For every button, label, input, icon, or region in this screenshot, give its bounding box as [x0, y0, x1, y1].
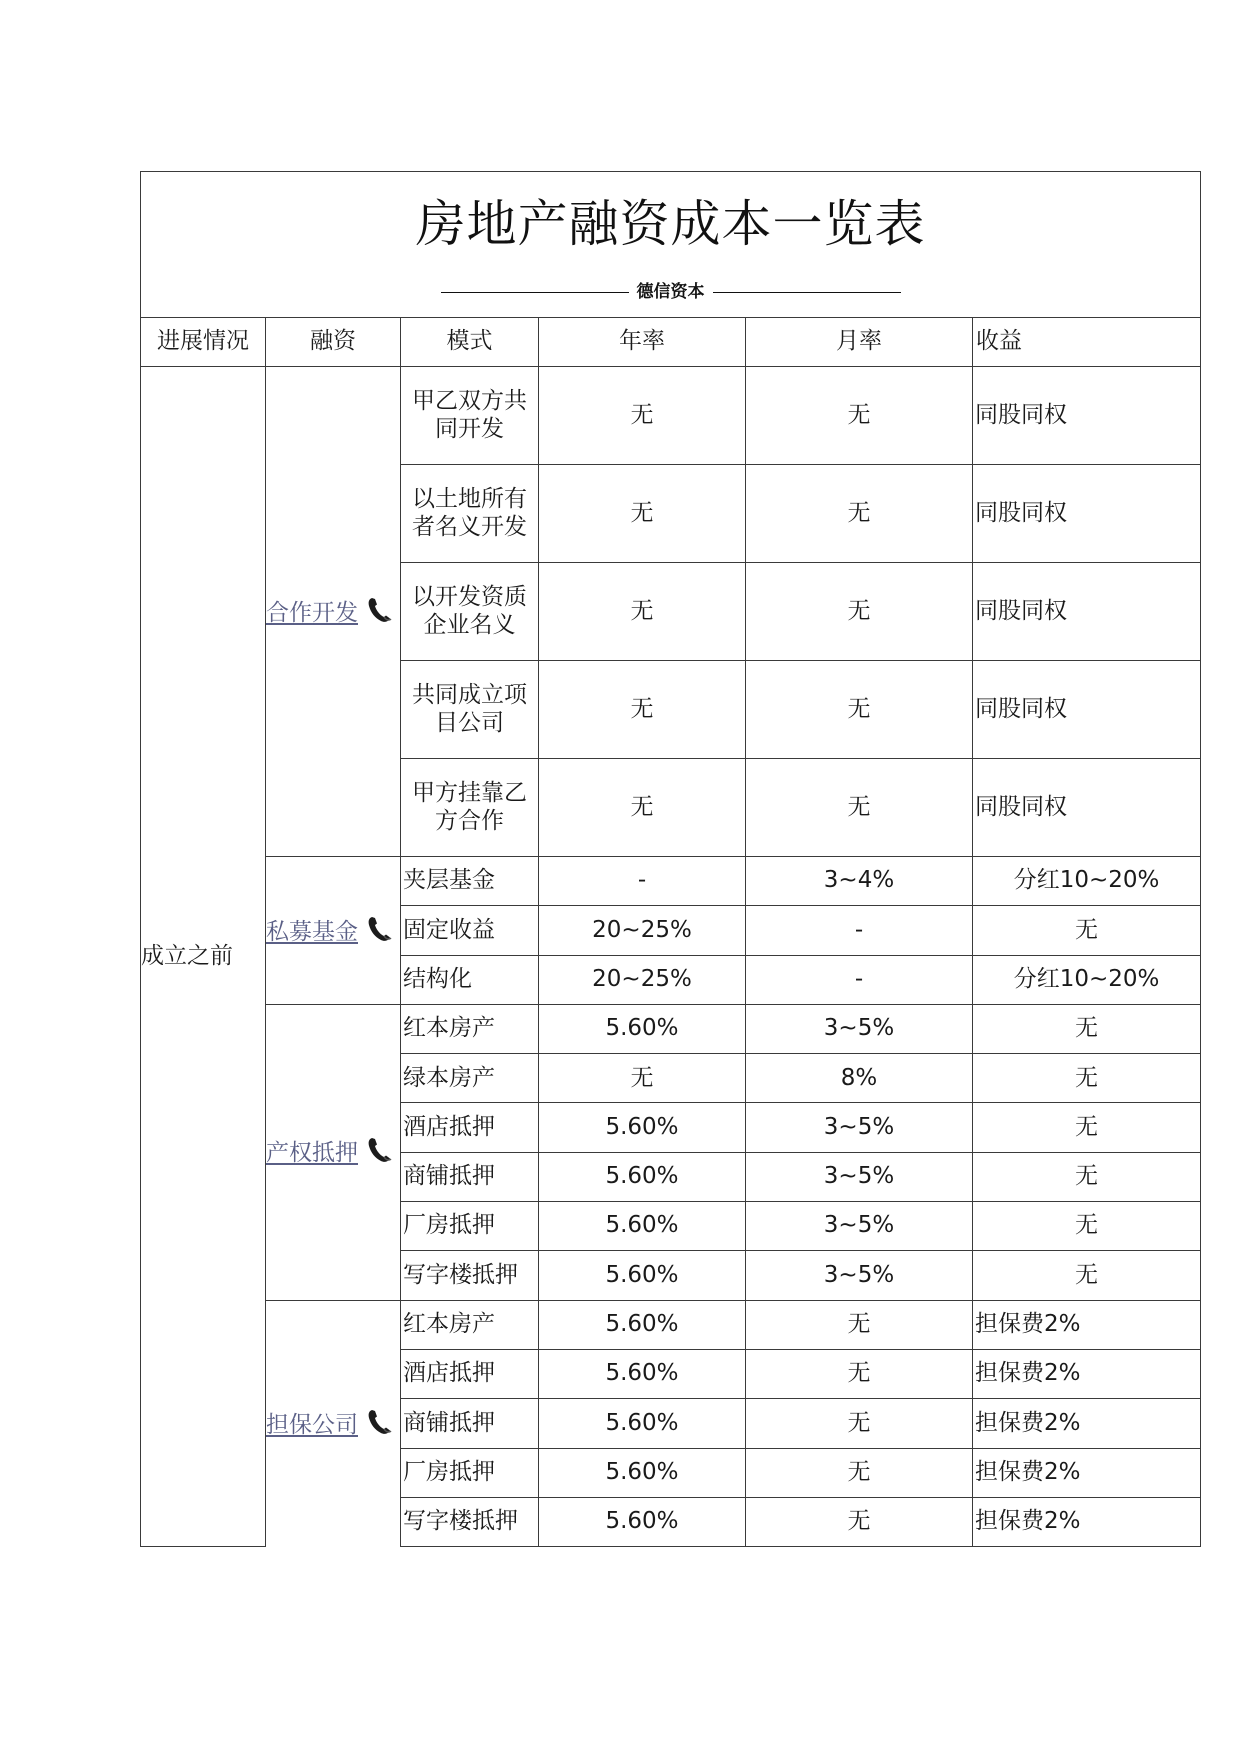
annual-rate-cell: 20~25% [539, 906, 746, 955]
financing-group-link[interactable]: 担保公司 [266, 1411, 358, 1438]
monthly-rate-cell: 无 [746, 1349, 973, 1398]
monthly-rate-cell: 3~4% [746, 857, 973, 906]
return-cell: 担保费2% [973, 1448, 1201, 1497]
annual-rate-cell: 5.60% [539, 1300, 746, 1349]
financing-group-link[interactable]: 产权抵押 [266, 1140, 358, 1167]
monthly-rate-cell: 无 [746, 1497, 973, 1546]
phone-icon [366, 915, 392, 943]
annual-rate-cell: 5.60% [539, 1004, 746, 1053]
return-cell: 担保费2% [973, 1399, 1201, 1448]
monthly-rate-cell: - [746, 955, 973, 1004]
divider-left [441, 292, 629, 293]
mode-line: 企业名义 [423, 611, 516, 638]
mode-line: 目公司 [435, 709, 504, 736]
mode-cell: 商铺抵押 [401, 1152, 539, 1201]
return-cell: 分红10~20% [973, 857, 1201, 906]
return-cell: 无 [973, 1202, 1201, 1251]
mode-cell: 厂房抵押 [401, 1448, 539, 1497]
mode-cell [401, 367, 539, 465]
financing-group-link[interactable]: 私募基金 [266, 918, 358, 945]
annual-rate-cell: 20~25% [539, 955, 746, 1004]
mode-line: 以土地所有 [412, 485, 527, 512]
financing-group-cell [266, 1300, 401, 1546]
header-mode: 模式 [401, 318, 539, 367]
header-stage: 进展情况 [141, 318, 266, 367]
return-cell: 担保费2% [973, 1300, 1201, 1349]
annual-rate-cell: 5.60% [539, 1497, 746, 1546]
return-cell: 担保费2% [973, 1497, 1201, 1546]
return-cell: 同股同权 [973, 759, 1201, 857]
mode-line: 以开发资质 [412, 583, 527, 610]
monthly-rate-cell: 3~5% [746, 1004, 973, 1053]
return-cell: 同股同权 [973, 563, 1201, 661]
annual-rate-cell: 5.60% [539, 1349, 746, 1398]
financing-cost-sheet [140, 171, 1200, 1547]
table-row [141, 1004, 1201, 1053]
monthly-rate-cell: 3~5% [746, 1202, 973, 1251]
divider-right [713, 292, 901, 293]
annual-rate-cell: 5.60% [539, 1152, 746, 1201]
annual-rate-cell: - [539, 857, 746, 906]
monthly-rate-cell: - [746, 906, 973, 955]
return-cell: 无 [973, 1152, 1201, 1201]
mode-cell [401, 563, 539, 661]
annual-rate-cell: 5.60% [539, 1251, 746, 1300]
subtitle: 德信资本 [636, 282, 705, 303]
table-row [141, 1300, 1201, 1349]
monthly-rate-cell: 无 [746, 465, 973, 563]
financing-group-cell [266, 1004, 401, 1300]
mode-cell: 结构化 [401, 955, 539, 1004]
financing-group-link[interactable]: 合作开发 [266, 599, 358, 626]
monthly-rate-cell: 无 [746, 661, 973, 759]
mode-cell: 厂房抵押 [401, 1202, 539, 1251]
phone-icon [366, 596, 392, 624]
return-cell: 无 [973, 1004, 1201, 1053]
annual-rate-cell: 5.60% [539, 1202, 746, 1251]
mode-cell: 红本房产 [401, 1004, 539, 1053]
header-return: 收益 [973, 318, 1201, 367]
table-row [141, 367, 1201, 465]
monthly-rate-cell: 无 [746, 759, 973, 857]
annual-rate-cell: 5.60% [539, 1103, 746, 1152]
annual-rate-cell: 5.60% [539, 1448, 746, 1497]
financing-cost-table [140, 171, 1201, 1547]
header-monthly-rate: 月率 [746, 318, 973, 367]
mode-line: 甲乙双方共 [412, 387, 527, 414]
stage-cell: 成立之前 [141, 367, 266, 1547]
mode-cell [401, 759, 539, 857]
return-cell: 分红10~20% [973, 955, 1201, 1004]
financing-group-cell [266, 367, 401, 857]
mode-line: 者名义开发 [412, 513, 527, 540]
mode-cell: 写字楼抵押 [401, 1497, 539, 1546]
phone-icon [366, 1136, 392, 1164]
header-row [141, 318, 1201, 367]
mode-cell: 夹层基金 [401, 857, 539, 906]
mode-cell: 红本房产 [401, 1300, 539, 1349]
return-cell: 无 [973, 1054, 1201, 1103]
mode-cell: 商铺抵押 [401, 1399, 539, 1448]
return-cell: 同股同权 [973, 661, 1201, 759]
page-title: 房地产融资成本一览表 [415, 195, 926, 254]
annual-rate-cell: 5.60% [539, 1399, 746, 1448]
return-cell: 无 [973, 1251, 1201, 1300]
mode-line: 同开发 [435, 415, 504, 442]
header-financing: 融资 [266, 318, 401, 367]
mode-cell [401, 661, 539, 759]
monthly-rate-cell: 无 [746, 563, 973, 661]
return-cell: 同股同权 [973, 367, 1201, 465]
mode-cell: 酒店抵押 [401, 1103, 539, 1152]
title-block [141, 172, 1201, 318]
phone-icon [366, 1408, 392, 1436]
subtitle-row [141, 282, 1200, 302]
monthly-rate-cell: 无 [746, 1448, 973, 1497]
mode-cell: 绿本房产 [401, 1054, 539, 1103]
monthly-rate-cell: 无 [746, 1399, 973, 1448]
monthly-rate-cell: 8% [746, 1054, 973, 1103]
financing-group-cell [266, 857, 401, 1005]
return-cell: 担保费2% [973, 1349, 1201, 1398]
annual-rate-cell: 无 [539, 563, 746, 661]
mode-line: 共同成立项 [412, 681, 527, 708]
return-cell: 无 [973, 906, 1201, 955]
header-annual-rate: 年率 [539, 318, 746, 367]
monthly-rate-cell: 3~5% [746, 1152, 973, 1201]
annual-rate-cell: 无 [539, 465, 746, 563]
annual-rate-cell: 无 [539, 367, 746, 465]
mode-cell [401, 465, 539, 563]
monthly-rate-cell: 无 [746, 367, 973, 465]
mode-cell: 写字楼抵押 [401, 1251, 539, 1300]
annual-rate-cell: 无 [539, 759, 746, 857]
return-cell: 同股同权 [973, 465, 1201, 563]
monthly-rate-cell: 无 [746, 1300, 973, 1349]
monthly-rate-cell: 3~5% [746, 1103, 973, 1152]
mode-line: 方合作 [435, 807, 504, 834]
mode-line: 甲方挂靠乙 [412, 779, 527, 806]
annual-rate-cell: 无 [539, 661, 746, 759]
table-row [141, 857, 1201, 906]
mode-cell: 固定收益 [401, 906, 539, 955]
mode-cell: 酒店抵押 [401, 1349, 539, 1398]
monthly-rate-cell: 3~5% [746, 1251, 973, 1300]
return-cell: 无 [973, 1103, 1201, 1152]
annual-rate-cell: 无 [539, 1054, 746, 1103]
